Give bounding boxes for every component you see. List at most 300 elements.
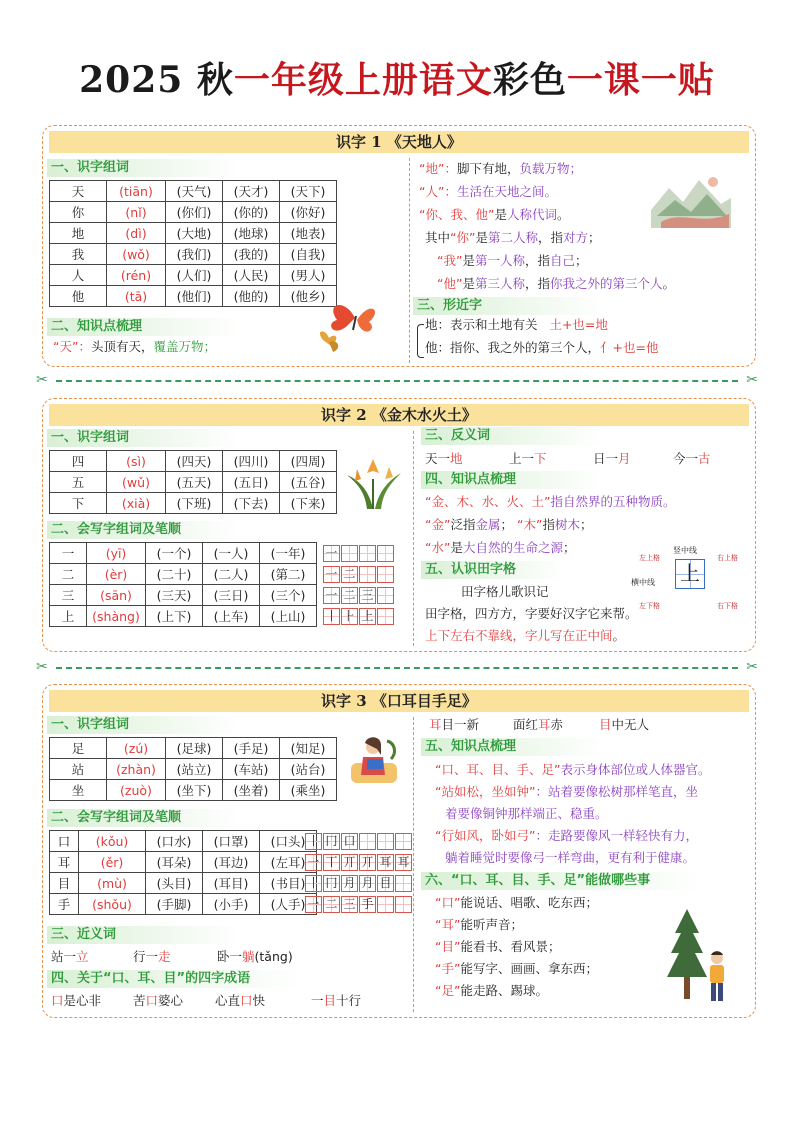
char-cell: 上: [50, 606, 87, 627]
stroke-cell: [305, 833, 322, 850]
char-cell: 五: [50, 472, 107, 493]
stroke-glyph: 三: [361, 588, 374, 602]
char-cell: 四: [50, 451, 107, 472]
stroke-cell: [359, 608, 376, 625]
pinyin-cell: (mù): [79, 873, 146, 894]
table-row: [50, 585, 317, 606]
l3-m2-b: ：站着要像松树那样笔直，坐: [535, 784, 698, 799]
stroke-cell: [341, 608, 358, 625]
stroke-grid-row: [323, 608, 395, 625]
divider: [409, 158, 410, 363]
table-row: [50, 286, 337, 307]
pinyin-cell: (dì): [107, 223, 166, 244]
table-row: [50, 244, 337, 265]
table-row: [50, 780, 337, 801]
idiom-item: [51, 991, 101, 1011]
scissors-icon: ✂: [36, 659, 48, 675]
stroke-glyph: 二: [325, 897, 338, 911]
l1-wo-refers: ，指: [524, 253, 550, 268]
l1-ni-is: 是: [475, 230, 488, 245]
l2-k2-d: ；: [500, 517, 513, 532]
stroke-cell: [341, 833, 358, 850]
stroke-glyph: 一: [325, 546, 338, 560]
l1-ta-key: “他”: [437, 276, 463, 291]
idiom-rest: 婆心: [158, 993, 184, 1008]
pinyin-cell: (kǒu): [79, 831, 146, 852]
word-cell: (五天): [166, 472, 223, 493]
l3-top-2-c: 赤: [550, 717, 564, 732]
l1-ni-pre: 其中: [425, 230, 451, 245]
l1-ta-type: 第三人称: [474, 276, 525, 291]
l3-vocab-table: [49, 737, 337, 801]
char-cell: 他: [50, 286, 107, 307]
idiom-key: 口: [240, 993, 253, 1008]
lesson-1-heading: 识字 1 《天地人》: [49, 131, 749, 153]
pinyin-cell: (wǔ): [107, 472, 166, 493]
idiom-prefix: 心直: [215, 993, 241, 1008]
l3-syn-3-b: 躺: [242, 949, 255, 964]
idiom-rest: 快: [252, 993, 266, 1008]
table-row: [50, 223, 337, 244]
ability-item: [435, 937, 560, 957]
flower-icon: [343, 449, 405, 511]
l1-ren-text: 生活在天地之间。: [456, 184, 557, 199]
idiom-item: [133, 991, 183, 1011]
antonym-right: 地: [450, 451, 463, 466]
stroke-glyph: 丨: [307, 876, 320, 890]
stroke-cell: [359, 854, 376, 871]
word-cell: (知足): [280, 738, 337, 759]
idiom-rest: 是心非: [63, 993, 102, 1008]
lesson-2-heading: 识字 2 《金木水火土》: [49, 404, 749, 426]
char-cell: 手: [50, 894, 79, 915]
table-row: [50, 873, 317, 894]
antonym-pair: [425, 449, 463, 469]
stroke-glyph: 手: [361, 897, 374, 911]
l1-wo-is: 是: [462, 253, 475, 268]
l1-pron-is: 是: [494, 207, 507, 222]
word-cell: (三个): [260, 585, 317, 606]
word-cell: (四川): [223, 451, 280, 472]
pinyin-cell: (xià): [107, 493, 166, 514]
l3-m1-b: 表示身体部位或人体器官。: [560, 762, 711, 777]
word-cell: (上车): [203, 606, 260, 627]
stroke-cell: [323, 587, 340, 604]
word-cell: (三日): [203, 585, 260, 606]
l2-k2-g: 树木: [554, 517, 580, 532]
table-row: [50, 265, 337, 286]
stroke-cell: [395, 854, 412, 871]
word-cell: (你好): [280, 202, 337, 223]
l3-syn-1-b: 立: [76, 949, 89, 964]
table-row: [50, 852, 317, 873]
pinyin-cell: (rén): [107, 265, 166, 286]
l1-ni-target: 对方: [563, 230, 589, 245]
word-cell: (车站): [223, 759, 280, 780]
word-cell: (下去): [223, 493, 280, 514]
l3-top-3-a: 目: [599, 717, 612, 732]
ability-text: 能写字、画画、拿东西；: [460, 961, 598, 976]
stroke-cell: [323, 608, 340, 625]
l1-wo-line: [437, 251, 588, 271]
stroke-cell: [341, 854, 358, 871]
stroke-cell: [323, 545, 340, 562]
stroke-cell: [341, 587, 358, 604]
antonym-left: 今一: [673, 451, 699, 466]
char-cell: 二: [50, 564, 87, 585]
l3-section-knowledge: 五、知识点梳理: [421, 738, 605, 756]
stroke-glyph: 一: [325, 567, 338, 581]
table-row: [50, 564, 317, 585]
stroke-glyph: 耳: [397, 855, 410, 869]
stroke-grid-row: [305, 875, 413, 892]
ability-key: “足”: [435, 983, 461, 998]
char-cell: 地: [50, 223, 107, 244]
stroke-glyph: 一: [307, 897, 320, 911]
stroke-grid-row: [323, 587, 395, 604]
l3-syn-2-b: 走: [158, 949, 171, 964]
stroke-cell: [377, 566, 394, 583]
word-cell: (你们): [166, 202, 223, 223]
word-cell: (第二): [260, 564, 317, 585]
stroke-grid-row: [305, 833, 413, 850]
idiom-item: [311, 991, 361, 1011]
l1-ta-refers: ，指: [524, 276, 550, 291]
antonym-right: 古: [698, 451, 711, 466]
stroke-glyph: 一: [325, 588, 338, 602]
char-cell: 坐: [50, 780, 107, 801]
l3-synonym-1: [51, 947, 89, 967]
char-cell: 三: [50, 585, 87, 606]
pinyin-cell: (èr): [87, 564, 146, 585]
word-cell: (四天): [166, 451, 223, 472]
l3-m2-a: “站如松，坐如钟”: [435, 784, 536, 799]
l3-synonym-3: [217, 947, 293, 967]
pinyin-cell: (tiān): [107, 181, 166, 202]
tz-box: [675, 559, 705, 589]
l3-m3: [435, 826, 698, 846]
stroke-cell: [377, 545, 394, 562]
word-cell: (天气): [166, 181, 223, 202]
idiom-prefix: 一: [311, 993, 324, 1008]
l1-pronoun-line: [419, 205, 570, 225]
l3-section-synonym: 三、近义词: [47, 926, 241, 944]
word-cell: (头目): [146, 873, 203, 894]
word-cell: (上山): [260, 606, 317, 627]
tz-char: 上: [680, 561, 700, 585]
l2-section-grid: 五、认识田字格: [421, 561, 565, 579]
pinyin-cell: (ěr): [79, 852, 146, 873]
l2-song-2-c: 。: [612, 628, 626, 643]
word-cell: (手足): [223, 738, 280, 759]
stroke-cell: [341, 875, 358, 892]
lesson-1-card: [42, 125, 756, 367]
stroke-cell: [323, 833, 340, 850]
l2-song-2: [425, 626, 625, 646]
l1-similar-1: [425, 315, 608, 335]
stroke-cell: [359, 896, 376, 913]
stroke-cell: [305, 875, 322, 892]
char-cell: 耳: [50, 852, 79, 873]
l1-di-key: “地”：: [419, 161, 457, 176]
stroke-cell: [395, 833, 412, 850]
l3-section-idiom: 四、关于“口、耳、目”的四字成语: [47, 970, 301, 988]
char-cell: 下: [50, 493, 107, 514]
divider: [413, 717, 414, 1012]
l2-k2-f: 指: [542, 517, 555, 532]
l1-wo-key: “我”: [437, 253, 463, 268]
word-cell: (足球): [166, 738, 223, 759]
word-cell: (人民): [223, 265, 280, 286]
ability-item: [435, 893, 598, 913]
l2-k2-b: 泛指: [450, 517, 476, 532]
l1-pron-end: 。: [556, 207, 570, 222]
l1-section-vocab: 一、识字组词: [47, 159, 241, 177]
word-cell: (男人): [280, 265, 337, 286]
char-cell: 我: [50, 244, 107, 265]
l3-top-2-a: 面红: [513, 717, 539, 732]
stroke-glyph: 一: [307, 855, 320, 869]
pinyin-cell: (nǐ): [107, 202, 166, 223]
word-cell: (下来): [280, 493, 337, 514]
stroke-grid-row: [305, 854, 413, 871]
stroke-cell: [395, 875, 412, 892]
l2-k2-e: “木”: [516, 517, 543, 532]
l3-synonym-2: [133, 947, 171, 967]
word-cell: (地表): [280, 223, 337, 244]
idiom-key: 口: [145, 993, 159, 1008]
antonym-right: 下: [534, 451, 547, 466]
table-row: [50, 759, 337, 780]
lesson-3-heading: 识字 3 《口耳目手足》: [49, 690, 749, 712]
l2-k3-c: 大自然的生命之源: [462, 540, 563, 555]
tz-tl-label: 左上格: [639, 554, 660, 562]
stroke-grid-row: [305, 896, 413, 913]
word-cell: (二十): [146, 564, 203, 585]
stroke-glyph: 三: [343, 897, 356, 911]
l2-song-title: 田字格儿歌识记: [461, 584, 549, 599]
stroke-cell: [359, 545, 376, 562]
ability-key: “目”: [435, 939, 461, 954]
word-cell: (地球): [223, 223, 280, 244]
stroke-cell: [323, 875, 340, 892]
l1-di-text: 脚下有地，: [456, 161, 520, 176]
char-cell: 目: [50, 873, 79, 894]
stroke-cell: [359, 833, 376, 850]
table-row: [50, 493, 337, 514]
l3-top-1-a: 耳: [429, 717, 442, 732]
word-cell: (自我): [280, 244, 337, 265]
l1-di-line: [419, 159, 582, 179]
l3-m1-a: “口、耳、目、手、足”: [435, 762, 561, 777]
stroke-grid-row: [323, 545, 395, 562]
word-cell: (一人): [203, 543, 260, 564]
word-cell: (口罩): [203, 831, 260, 852]
l3-m3-cont: 躺着睡觉时要像弓一样弯曲，更有利于健康。: [445, 850, 696, 865]
tz-top-label: 竖中线: [673, 546, 697, 555]
l1-ni-type: 第二人称: [487, 230, 538, 245]
stroke-glyph: 上: [361, 609, 374, 623]
char-cell: 足: [50, 738, 107, 759]
stroke-glyph: 冂: [325, 834, 338, 848]
ability-item: [435, 959, 598, 979]
stroke-cell: [395, 896, 412, 913]
l1-section-knowledge: 二、知识点梳理: [47, 318, 241, 336]
l1-similar-2: [425, 338, 658, 358]
l2-write-table: [49, 542, 317, 627]
word-cell: (耳朵): [146, 852, 203, 873]
stroke-glyph: 目: [379, 876, 392, 890]
l3-syn-1-a: 站一: [51, 949, 77, 964]
stroke-cell: [377, 833, 394, 850]
l1-ni-refers: ，指: [538, 230, 564, 245]
l2-k3-a: “水”: [425, 540, 451, 555]
word-cell: (坐着): [223, 780, 280, 801]
stroke-cell: [323, 854, 340, 871]
word-cell: (人手): [260, 894, 317, 915]
l2-k1: [425, 492, 675, 512]
idiom-rest: 十行: [336, 993, 362, 1008]
antonym-left: 日一: [593, 451, 619, 466]
l2-k1-key: “金、木、水、火、土”: [425, 494, 551, 509]
word-cell: (二人): [203, 564, 260, 585]
idiom-key: 口: [51, 993, 64, 1008]
title-part-2: 一年级上册语文: [233, 59, 493, 101]
title-part-3: 彩色: [492, 59, 567, 101]
char-cell: 天: [50, 181, 107, 202]
pine-tree-icon: [665, 907, 709, 1003]
ability-item: [435, 981, 548, 1001]
word-cell: (人们): [166, 265, 223, 286]
stroke-cell: [305, 854, 322, 871]
word-cell: (三天): [146, 585, 203, 606]
boy-icon: [707, 951, 727, 1005]
scissors-icon: ✂: [36, 372, 48, 388]
title-part-1: 2025 秋: [79, 59, 234, 101]
table-row: [50, 738, 337, 759]
word-cell: (大地): [166, 223, 223, 244]
word-cell: (天下): [280, 181, 337, 202]
stroke-glyph: 丌: [343, 855, 356, 869]
l1-tian-highlight: 覆盖万物；: [153, 339, 216, 354]
l1-similar-1-formula: 土+也=地: [549, 317, 608, 332]
word-cell: (左耳): [260, 852, 317, 873]
tz-bl-label: 左下格: [639, 602, 660, 610]
stroke-cell: [341, 545, 358, 562]
l2-section-write: 二、会写字组词及笔顺: [47, 521, 241, 539]
l2-song-2-a: 上下左右不靠线，字儿写在: [425, 628, 576, 643]
char-cell: 口: [50, 831, 79, 852]
word-cell: (口水): [146, 831, 203, 852]
stroke-glyph: 丅: [325, 855, 338, 869]
stroke-glyph: ⺊: [343, 609, 356, 623]
l1-ta-is: 是: [462, 276, 475, 291]
l2-vocab-table: [49, 450, 337, 514]
l1-ni-key: “你”: [450, 230, 476, 245]
l3-top-2: [513, 715, 563, 735]
l3-top-3-b: 中无人: [611, 717, 650, 732]
stroke-glyph: 月: [361, 876, 374, 890]
stroke-cell: [359, 875, 376, 892]
l1-di-highlight: 负载万物；: [519, 161, 582, 176]
l2-k2-a: “金”: [425, 517, 451, 532]
word-cell: (他乡): [280, 286, 337, 307]
table-row: [50, 451, 337, 472]
ability-key: “口”: [435, 895, 461, 910]
idiom-key: 目: [323, 993, 337, 1008]
word-cell: (坐下): [166, 780, 223, 801]
stroke-glyph: 丌: [361, 855, 374, 869]
stroke-cell: [305, 896, 322, 913]
cut-dash-2: [56, 667, 738, 669]
l1-tian-line: [53, 337, 216, 357]
antonym-pair: [509, 449, 547, 469]
l3-m2-cont: 着要像铜钟那样端正、稳重。: [445, 806, 608, 821]
l3-m3-a: “行如风，卧如弓”: [435, 828, 536, 843]
page-title: [0, 52, 794, 103]
ability-text: 能说话、唱歌、吃东西；: [460, 895, 598, 910]
landscape-icon: [651, 170, 731, 228]
l1-similar-2-formula: 亻+也=他: [600, 340, 659, 355]
stroke-cell: [377, 854, 394, 871]
word-cell: (他们): [166, 286, 223, 307]
l1-ni-end: ；: [588, 230, 601, 245]
l1-wo-target: 自己: [550, 253, 576, 268]
l1-tian-key: “天”：: [53, 339, 91, 354]
table-row: [50, 543, 317, 564]
stroke-cell: [341, 896, 358, 913]
ability-item: [435, 915, 523, 935]
l3-m2: [435, 782, 698, 802]
l1-ta-target: 你我之外的第三个人: [550, 276, 663, 291]
stroke-glyph: 丨: [307, 834, 320, 848]
stroke-grid-row: [323, 566, 395, 583]
lesson-2-card: [42, 398, 756, 652]
l1-ren-line: [419, 182, 557, 202]
cut-dash-1: [56, 380, 738, 382]
l2-k2-h: ；: [579, 517, 593, 532]
word-cell: (一个): [146, 543, 203, 564]
stroke-cell: [377, 896, 394, 913]
stroke-glyph: 冂: [325, 876, 338, 890]
table-row: [50, 202, 337, 223]
antonym-right: 月: [618, 451, 631, 466]
word-cell: (一年): [260, 543, 317, 564]
title-part-4: 一课一贴: [566, 59, 715, 101]
l1-pron-type: 人称代词: [506, 207, 557, 222]
word-cell: (站立): [166, 759, 223, 780]
antonym-pair: [673, 449, 711, 469]
word-cell: (五日): [223, 472, 280, 493]
char-cell: 人: [50, 265, 107, 286]
word-cell: (小手): [203, 894, 260, 915]
table-row: [50, 606, 317, 627]
stroke-cell: [359, 587, 376, 604]
butterfly-icon: [315, 298, 385, 358]
l3-syn-3-c: (tǎng): [254, 949, 293, 964]
table-row: [50, 831, 317, 852]
stroke-glyph: 二: [343, 567, 356, 581]
stroke-cell: [377, 875, 394, 892]
l2-section-knowledge: 四、知识点梳理: [421, 471, 605, 489]
stroke-cell: [341, 566, 358, 583]
antonym-pair: [593, 449, 631, 469]
tz-tr-label: 右上格: [717, 554, 738, 562]
l2-song-2-b: 正中间: [575, 628, 613, 643]
table-row: [50, 181, 337, 202]
pinyin-cell: (zhàn): [107, 759, 166, 780]
word-cell: (口头): [260, 831, 317, 852]
